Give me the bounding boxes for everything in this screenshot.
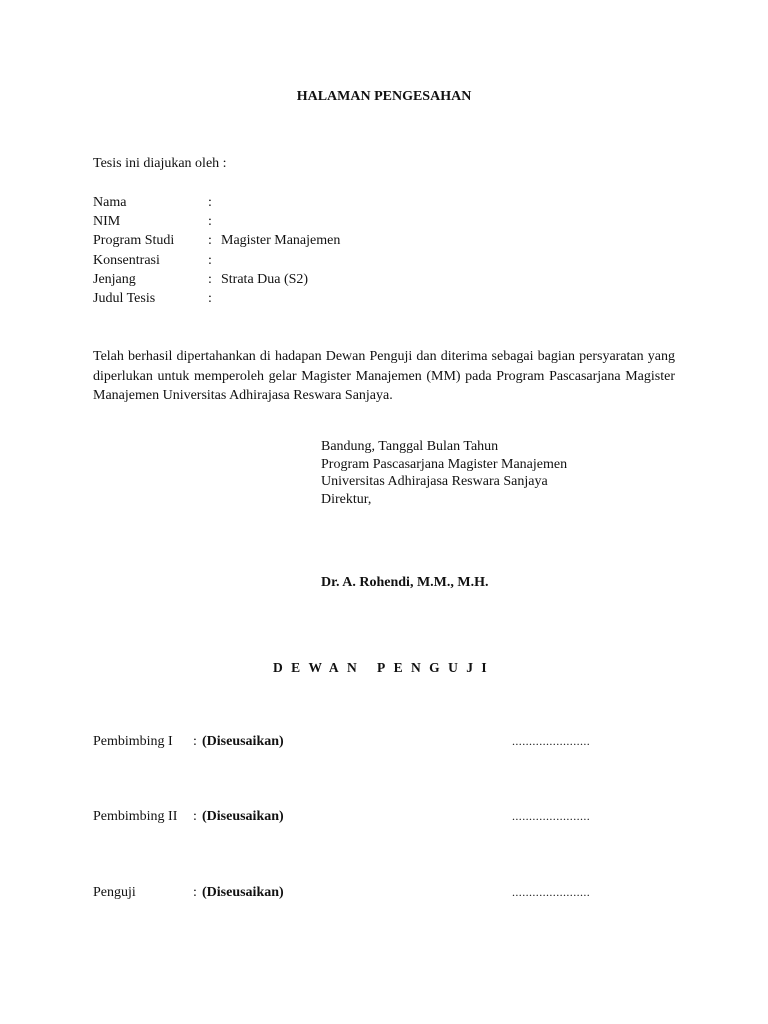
signature-block	[321, 438, 567, 508]
field-label: NIM	[93, 214, 121, 229]
examiner-label: Pembimbing I	[93, 734, 173, 749]
examiner-label: Penguji	[93, 885, 136, 900]
field-colon: :	[208, 195, 212, 210]
field-colon: :	[208, 233, 212, 248]
signature-place-date: Bandung, Tanggal Bulan Tahun	[321, 439, 499, 454]
signature-position: Direktur,	[321, 491, 372, 507]
examiner-colon: :	[193, 809, 197, 824]
signature-program: Program Pascasarjana Magister Manajemen	[321, 456, 568, 472]
statement-paragraph: Telah berhasil dipertahankan di hadapan Dewan Penguji dan diterima sebagai bagian persyaratan yang diperlukan untuk memperoleh gelar Magister Manajemen (MM) pada Program Pascasarjana Magister Manajemen Universitas Adhirajasa Reswara Sanjaya.	[93, 349, 675, 403]
field-label: Jenjang	[93, 272, 136, 287]
field-label: Nama	[93, 195, 127, 210]
examiner-value: (Diseusaikan)	[202, 885, 284, 900]
board-title: DEWAN PENGUJI	[272, 660, 496, 675]
intro-text: Tesis ini diajukan oleh :	[93, 156, 227, 171]
signature-university: Universitas Adhirajasa Reswara Sanjaya	[321, 474, 548, 489]
signature-line: .......................	[512, 734, 591, 748]
page-title: HALAMAN PENGESAHAN	[296, 89, 472, 104]
examiner-row-penguji	[93, 883, 613, 902]
field-colon: :	[208, 214, 212, 229]
signature-line: .......................	[512, 885, 591, 899]
examiner-value: (Diseusaikan)	[202, 809, 284, 824]
examiner-row-pembimbing-1	[93, 732, 613, 751]
signature-line: .......................	[512, 809, 591, 823]
field-label: Judul Tesis	[93, 291, 156, 306]
field-colon: :	[208, 291, 212, 306]
director-name: Dr. A. Rohendi, M.M., M.H.	[321, 575, 489, 590]
field-colon: :	[208, 253, 212, 268]
examiner-label: Pembimbing II	[93, 809, 178, 824]
field-value: Magister Manajemen	[221, 233, 341, 248]
examiner-colon: :	[193, 885, 197, 900]
field-value: Strata Dua (S2)	[221, 272, 309, 287]
examiner-colon: :	[193, 734, 197, 749]
field-label: Konsentrasi	[93, 253, 160, 268]
field-colon: :	[208, 272, 212, 287]
field-label: Program Studi	[93, 233, 175, 248]
examiner-row-pembimbing-2	[93, 807, 613, 826]
examiner-value: (Diseusaikan)	[202, 734, 284, 749]
